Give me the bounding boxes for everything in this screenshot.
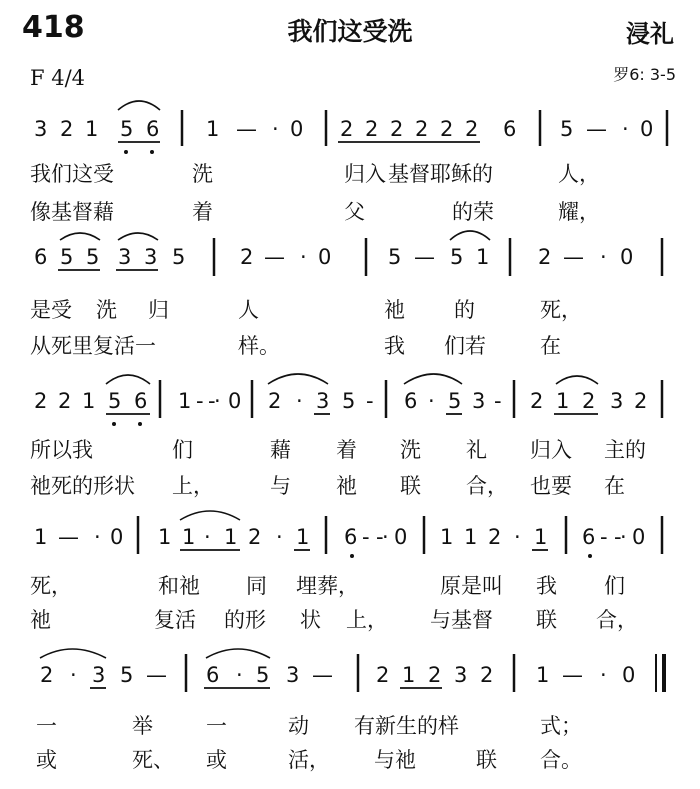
lyric-text: 我 [384,334,405,358]
lyric-line [0,434,700,466]
lyric-text: 洗 [400,438,421,462]
lyric-text: 动 [288,714,309,738]
key-signature: F 4/4 [30,66,86,90]
lyric-text: 主的 [604,438,646,462]
scripture-reference: 罗6: 3-5 [613,65,676,84]
lyric-text: 礼 [466,438,487,462]
lyric-text: 归 [148,298,169,322]
lyric-text: 上， [346,608,388,632]
lyric-text: 像基督藉 [30,200,114,224]
lyric-text: 联 [476,748,497,772]
lyric-text: 或 [36,748,57,772]
lyric-text: 有新生的样 [354,714,459,738]
lyric-text: 人， [558,162,600,186]
lyric-text: 归入 [344,162,386,186]
lyric-text: 们 [172,438,193,462]
lyric-text: 所以我 [30,438,93,462]
lyric-line [0,470,700,502]
lyric-text: 式； [540,714,582,738]
notes-system-1: 3 2 1 5 6 1 — · 0 2 2 2 2 2 2 6 5 — · 0 [34,117,654,141]
notes-system-2: 6 5 5 3 3 5 2 — · 0 5 — 5 1 2 — · 0 [34,245,634,269]
lyric-text: 和祂 [158,574,200,598]
lyric-text: 或 [206,748,227,772]
lyric-text: 死、 [132,748,174,772]
lyric-text: 们 [604,574,625,598]
hymn-number: 418 [22,10,85,45]
lyric-text: 从死里复活一 [30,334,156,358]
lyric-line [0,744,700,776]
lyric-text: 一 [36,714,57,738]
lyric-text: 我 [536,574,557,598]
lyric-text: 着 [192,200,213,224]
lyric-text: 祂 [30,608,51,632]
lyric-text: 藉 [270,438,291,462]
lyric-text: 死， [540,298,582,322]
lyric-text: 联 [536,608,557,632]
lyric-text: 合。 [540,748,582,772]
lyric-text: 我们这受 [30,162,114,186]
lyric-line [0,196,700,228]
lyric-line [0,570,700,602]
lyric-text: 活， [288,748,330,772]
lyric-text: 洗 [192,162,213,186]
lyric-text: 埋葬， [296,574,359,598]
lyric-text: 的荣 [452,200,494,224]
hymn-category: 浸礼 [626,20,674,48]
notes-system-3: 2 2 1 5 6 1 - -· 0 2 · 3 5 - 6 · 5 3 - 2 1 2 3 2 [34,389,648,413]
lyric-line [0,158,700,190]
lyric-line [0,710,700,742]
lyric-text: 举 [132,714,153,738]
lyric-text: 基督耶稣的 [388,162,493,186]
lyric-text: 洗 [96,298,117,322]
lyric-text: 人 [238,298,259,322]
lyric-text: 父 [344,200,365,224]
lyric-text: 耀， [558,200,600,224]
lyric-text: 样。 [238,334,280,358]
lyric-text: 合， [466,474,508,498]
lyric-text: 的 [454,298,475,322]
lyric-text: 也要 [530,474,572,498]
lyric-text: 联 [400,474,421,498]
lyric-text: 原是叫 [440,574,503,598]
lyric-text: 同 [246,574,267,598]
lyric-line [0,604,700,636]
lyric-text: 祂 [336,474,357,498]
lyric-text: 与 [270,474,291,498]
lyric-text: 着 [336,438,357,462]
lyric-text: 与基督 [430,608,493,632]
lyric-text: 一 [206,714,227,738]
lyric-line [0,294,700,326]
lyric-text: 复活 [154,608,196,632]
lyric-text: 的形 [224,608,266,632]
lyric-text: 死， [30,574,72,598]
lyric-text: 祂死的形状 [30,474,135,498]
lyric-text: 上， [172,474,214,498]
lyric-text: 是受 [30,298,72,322]
lyric-text: 们若 [444,334,486,358]
lyric-line [0,330,700,362]
lyric-text: 与祂 [374,748,416,772]
lyric-text: 祂 [384,298,405,322]
lyric-text: 状 [300,608,321,632]
hymn-title: 我们这受洗 [287,17,413,46]
notes-system-4: 1 — · 0 1 1 · 1 2 · 1 6 - -· 0 1 1 2 · 1 6 - -· 0 [34,525,646,549]
lyric-text: 合， [596,608,638,632]
notes-system-5: 2 · 3 5 — 6 · 5 3 — 2 1 2 3 2 1 — · 0 [40,663,636,687]
lyric-text: 归入 [530,438,572,462]
lyric-text: 在 [604,474,625,498]
lyric-text: 在 [540,334,561,358]
